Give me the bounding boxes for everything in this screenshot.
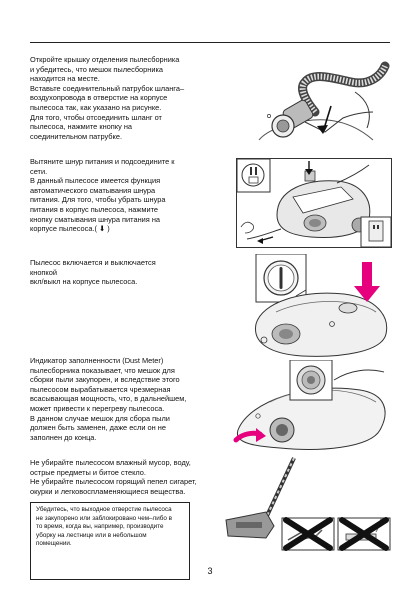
text-line: может привести к перегреву пылесоса. (30, 403, 165, 413)
text-line: пылесоса так, как указано на рисунке. (30, 102, 162, 112)
power-button-illustration (236, 254, 390, 358)
text-line: и убедитесь, что мешок пылесборника (30, 64, 163, 74)
section-prohibited-text (30, 458, 220, 496)
text-line: находится на месте. (30, 74, 100, 84)
text-line: Для того, чтобы отсоединить шланг от (30, 112, 162, 122)
text-line: всасывающая мощность, что, в дальнейшем, (30, 394, 187, 404)
text-line: пылесосом вырабатывается чрезмерная (30, 384, 171, 394)
page-number: 3 (207, 566, 213, 576)
text-line: кнопкой (30, 267, 57, 277)
text-line: острые предметы и битое стекло. (30, 467, 146, 477)
text-line: уборку на лестнице или в небольшом (36, 531, 147, 539)
text-line: Не убирайте пылесосом горящий пепел сигарет, (30, 477, 197, 487)
text-line: помещении. (36, 540, 72, 548)
text-line: Пылесос включается и выключается (30, 258, 156, 267)
top-rule (30, 42, 390, 43)
prohibited-items-illustration (222, 456, 392, 552)
text-line: питания в корпус пылесоса, нажмите (30, 204, 158, 214)
text-line: Вытяните шнур питания и подсоедините к (30, 157, 175, 166)
text-line: пылесборника показывает, что мешок для (30, 365, 175, 375)
power-cord-illustration (236, 158, 392, 248)
text-line: воздухопровода в отверстие на корпусе (30, 93, 168, 103)
text-line: соединительном патрубке. (30, 131, 122, 141)
hose-insert-illustration (255, 52, 390, 150)
text-line: то время, когда вы, например, производите (36, 523, 164, 531)
text-line: сборки пыли закупорен, и вследствие этого (30, 375, 180, 385)
text-line: Откройте крышку отделения пылесборника (30, 55, 180, 64)
text-line: В данный пылесосе имеется функция (30, 176, 161, 186)
section-hose-text (30, 55, 208, 141)
text-line: окурки и легковоспламеняющиеся вещества. (30, 486, 186, 496)
text-line: питания. Для того, чтобы убрать шнура (30, 195, 166, 205)
text-line: корпусе пылесоса.( ⬇ ) (30, 224, 110, 234)
text-line: Индикатор заполненности (Dust Meter) (30, 356, 164, 365)
text-line: вкл/выкл на корпусе пылесоса. (30, 277, 138, 287)
text-line: пылесоса, нажмите кнопку на (30, 122, 133, 132)
text-line: не закупорено или заблокировано чем–либо в (36, 514, 172, 522)
section-cord-text (30, 157, 208, 234)
text-line: заполнен до конца. (30, 432, 97, 442)
text-line: Вставьте соединительный патрубок шланга– (30, 83, 185, 93)
section-power-text (30, 258, 208, 287)
text-line: Не убирайте пылесосом влажный мусор, воду, (30, 458, 191, 467)
text-line: должен быть заменен, даже если он не (30, 423, 166, 433)
section-dust-meter-text (30, 356, 208, 442)
text-line: В данном случае мешок для сбора пыли (30, 413, 170, 423)
text-line: сети. (30, 166, 48, 176)
text-line: кнопку сматывания шнура питания на (30, 214, 161, 224)
text-line: Убедитесь, что выходное отверстие пылесоса (36, 506, 172, 513)
dust-meter-illustration (230, 360, 390, 452)
text-line: автоматического сматывания шнура (30, 185, 156, 195)
